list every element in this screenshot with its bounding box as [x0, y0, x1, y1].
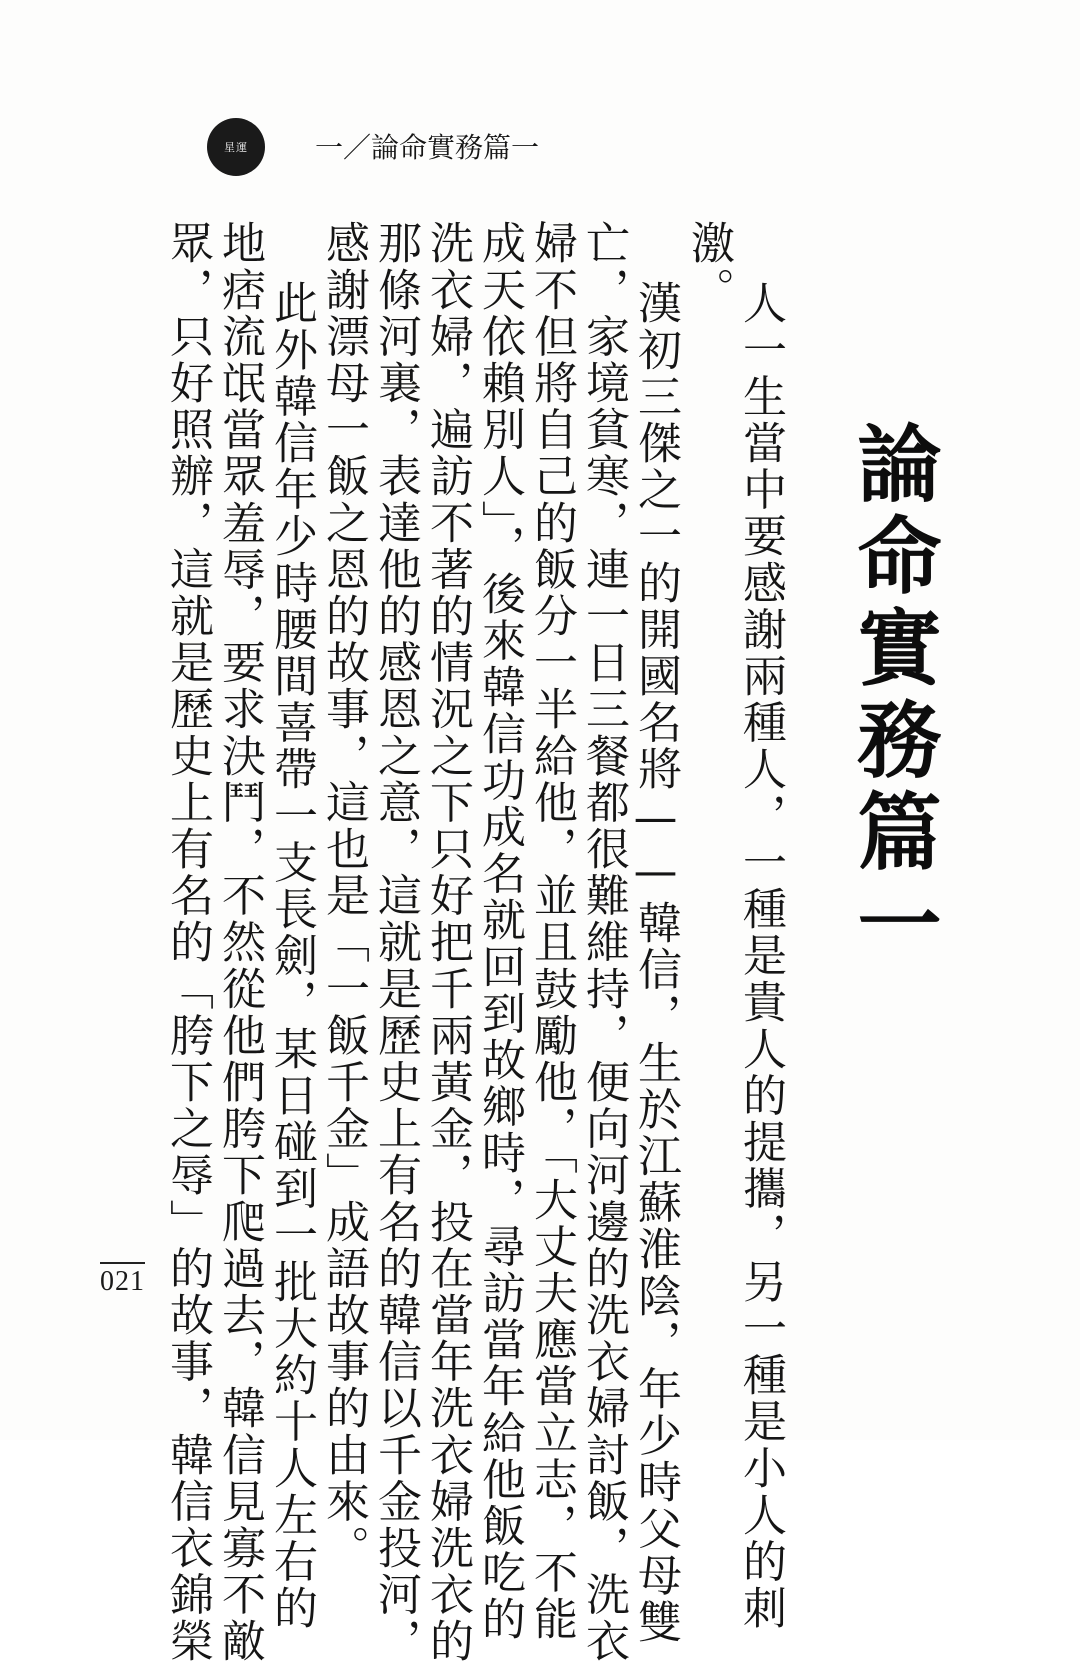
text-column-3: 漢初三傑之一的開國名將——韓信，生於江蘇淮陰，年少時父母雙 — [630, 280, 681, 1646]
text-column-9: 感謝漂母一飯之恩的故事，這也是「一飯千金」成語故事的由來。 — [318, 220, 369, 1572]
text-column-12: 眾，只好照辦，這就是歷史上有名的「胯下之辱」的故事，韓信衣錦榮 — [162, 220, 213, 1665]
text-column-6: 成天依賴別人」，後來韓信功成名就回到故鄉時，尋訪當年給他飯吃的 — [474, 220, 525, 1643]
text-column-11: 地痞流氓當眾羞辱，要求決鬥，不然從他們胯下爬過去，韓信見寡不敵 — [214, 220, 265, 1665]
text-column-10: 此外韓信年少時腰間喜帶一支長劍，某日碰到一批大約十人左右的 — [266, 280, 317, 1632]
text-column-4: 亡，家境貧寒，連一日三餐都很難維持，便向河邊的洗衣婦討飯，洗衣 — [578, 220, 629, 1665]
logo-text: 星運 — [224, 141, 248, 154]
text-column-2: 激。 — [683, 220, 734, 314]
page-number: 021 — [100, 1262, 145, 1298]
text-column-7: 洗衣婦，遍訪不著的情況之下只好把千兩黃金，投在當年洗衣婦洗衣的 — [422, 220, 473, 1665]
running-head: 一／論命實務篇一 — [315, 131, 540, 164]
publisher-logo — [207, 118, 265, 176]
text-column-8: 那條河裏，表達他的感恩之意，這就是歷史上有名的韓信以千金投河， — [370, 220, 421, 1665]
chapter-title: 論命實務篇一 — [844, 420, 943, 972]
text-column-5: 婦不但將自己的飯分一半給他，並且鼓勵他，「大丈夫應當立志，不能 — [526, 220, 577, 1643]
text-column-1: 人一生當中要感謝兩種人，一種是貴人的提攜，另一種是小人的刺 — [735, 280, 786, 1632]
